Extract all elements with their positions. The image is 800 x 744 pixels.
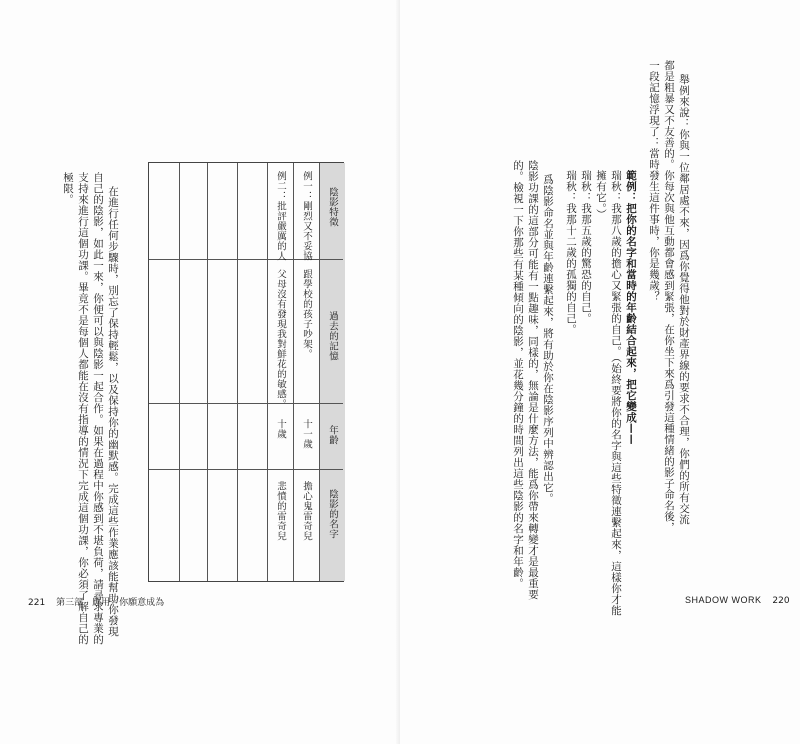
row1-age: 十一歲 (301, 419, 312, 449)
row2-age: 十歲 (275, 419, 286, 439)
row2-memory: 父母沒有發現我對鮮花的敏感。 (275, 269, 286, 409)
row1-memory: 跟學校的孩子吵架。 (301, 269, 312, 359)
table-column (207, 163, 237, 581)
table-divider (149, 403, 343, 404)
row1-trait: 例一：剛烈又不妥協 (301, 171, 312, 261)
left-footer (28, 595, 164, 608)
running-head: 第三部 應用／你願意成為 (56, 598, 165, 608)
text-line: 爲陰影命名並與年齡連繫起來，將有助於你在陰影序列中辨認出它。 (542, 174, 554, 504)
text-line: 在進行任何步驟時，別忘了保持輕鬆，以及保持你的幽默感。完成這些作業應該能幫助你發現 (107, 186, 119, 637)
example-line: 瑞秋：我那五歲的驚恐的自己。 (580, 170, 592, 324)
page-number: 220 (772, 596, 790, 606)
example-line: 瑞秋：我那十二歲的孤獨的自己。 (565, 170, 577, 335)
right-body (510, 60, 691, 616)
right-footer (685, 595, 790, 606)
page-number: 221 (28, 598, 46, 608)
text-line: 自己的陰影，如此一來，你便可以與陰影一起合作。如果在過程中你感到不堪負荷，請尋求專業的 (92, 172, 104, 645)
header-memory: 過去的記憶 (327, 311, 338, 361)
table-divider (149, 259, 343, 260)
running-head: SHADOW WORK (685, 595, 762, 605)
text-line: 的。檢視一下你那些有某種傾向的陰影，並花幾分鐘的時間列出這些陰影的名字和年齡。 (512, 160, 524, 589)
text-line: 陰影功課的這部分可能有一點趣味，同樣的，無論是什麼方法，能爲你帶來轉變才是最重要 (527, 160, 539, 600)
table-divider (149, 469, 343, 470)
row1-name: 擔心鬼雷奇兒 (301, 481, 312, 541)
example-label: 範例：把你的名字和當時的年齡結合起來，把它變成—— (625, 170, 637, 445)
header-age: 年齡 (327, 425, 338, 445)
row2-trait: 例二：批評嚴厲的人 (275, 171, 286, 261)
example-line: 擁有它。） (595, 170, 607, 220)
row2-name: 悲憤的雷奇兒 (275, 481, 286, 541)
example-line: 瑞秋：我那八歲的擔心又緊張的自己。（始終要將你的名字與這些特徵連繫起來，這樣你才能 (610, 170, 622, 616)
right-page (400, 0, 800, 744)
shadow-table (148, 162, 344, 582)
text-line: 一段記憶浮現了：當時發生這件事時，你是幾歲？ (648, 60, 660, 302)
text-line: 支持來進行這個功課。畢竟不是每個人都能在沒有指導的情況下完成這個功課，你必須了解自己的 (77, 172, 89, 645)
header-trait: 陰影特徵 (327, 187, 338, 227)
text-line: 都是粗暴又不友善的。你每次與他互動都會感到緊張，在你坐下來爲引發這種情緒的影子命名後， (663, 60, 675, 533)
text-line: 舉例來說：你與一位鄰居處不來，因爲你覺得他對於財產界線的要求不合理，你們的所有交流 (678, 74, 690, 525)
table-column (237, 163, 267, 581)
header-shadow-name: 陰影的名字 (327, 489, 338, 539)
text-line: 極限。 (62, 172, 74, 205)
table-column (179, 163, 207, 581)
